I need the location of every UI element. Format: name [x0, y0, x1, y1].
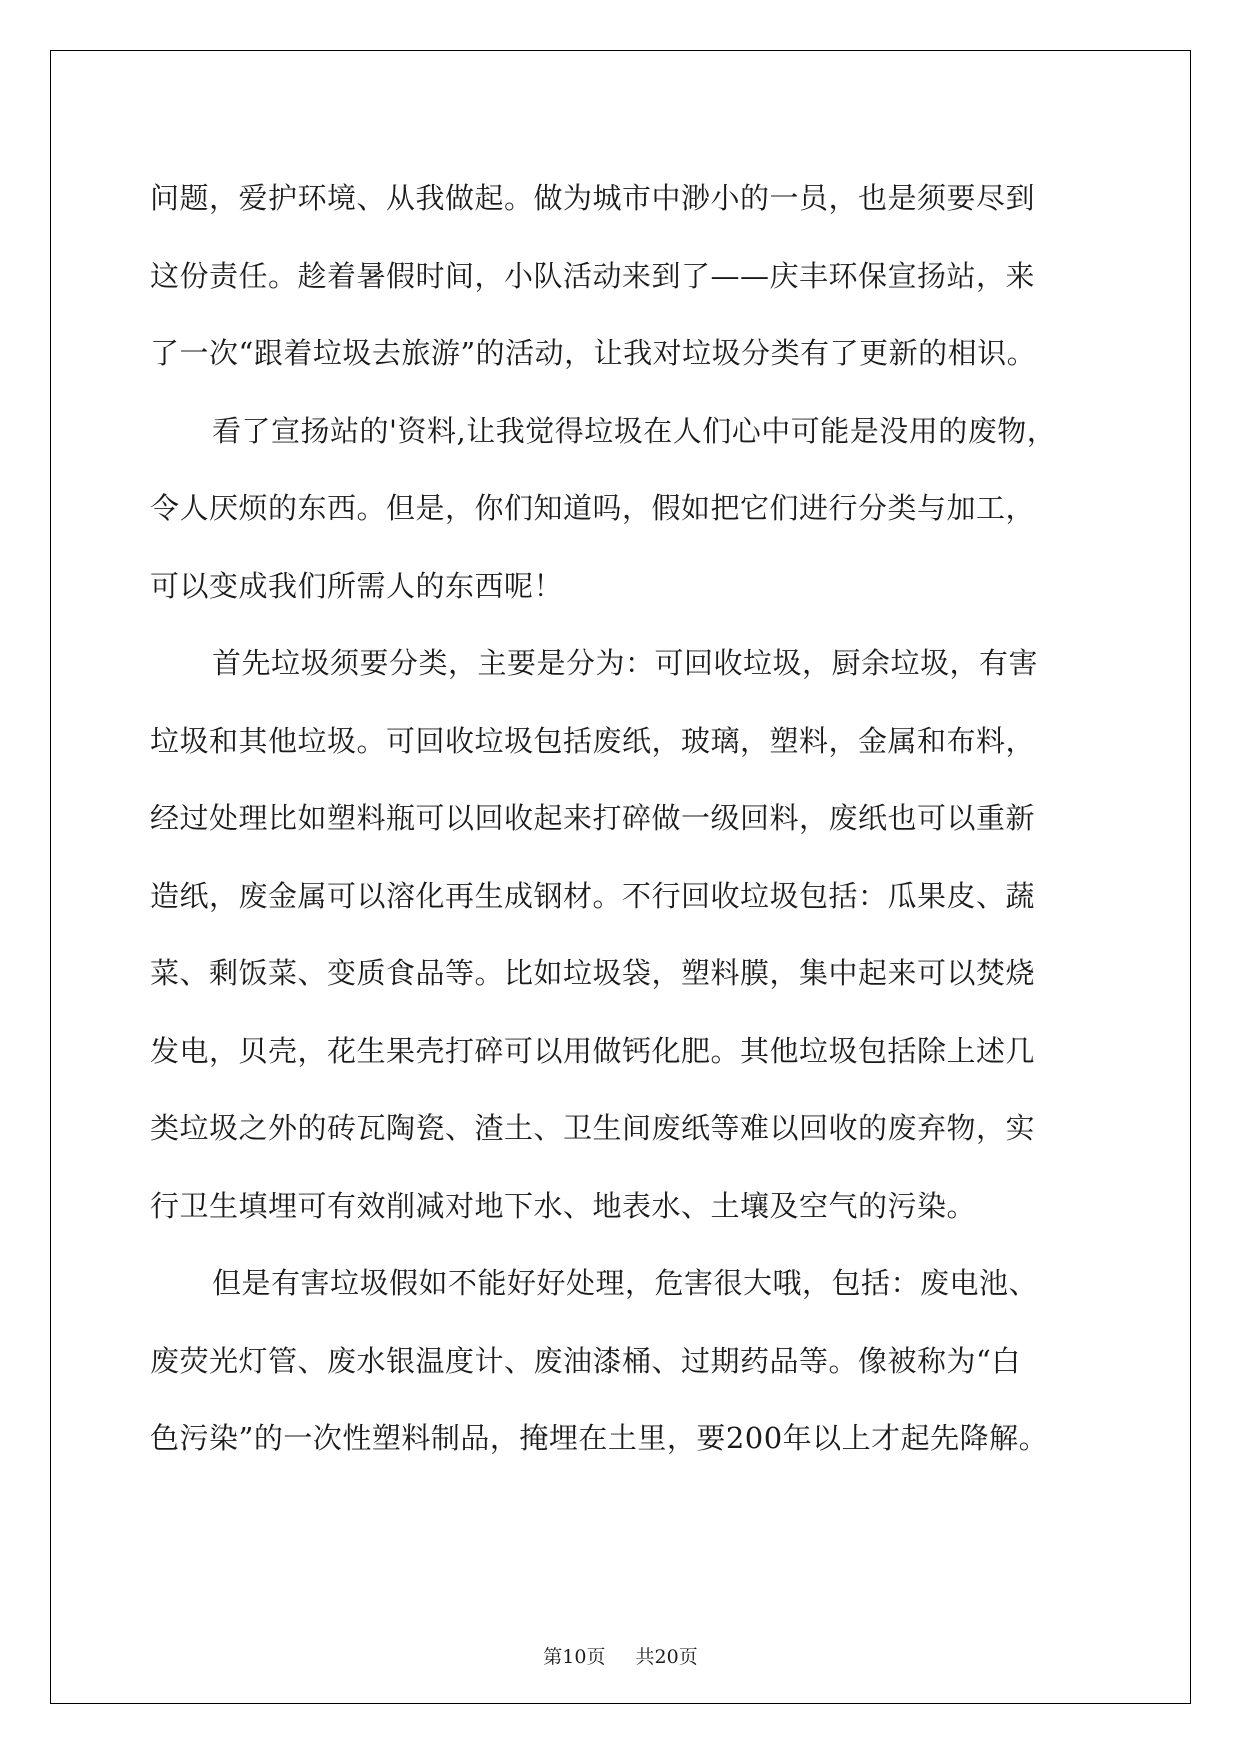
text-line: 这份责任。趁着暑假时间，小队活动来到了——庆丰环保宣扬站，来	[150, 258, 1036, 293]
paragraph-first-line: 但是有害垃圾假如不能好好处理，危害很大哦，包括：废电池、	[212, 1266, 1039, 1300]
page-total: 共20页	[635, 1646, 698, 1668]
text-line: 废荧光灯管、废水银温度计、废油漆桶、过期药品等。像被称为“白	[150, 1343, 1021, 1378]
text-line: 令人厌烦的东西。但是，你们知道吗，假如把它们进行分类与加工，	[150, 491, 1036, 525]
page-number: 第10页	[543, 1646, 606, 1668]
page-footer	[0, 1645, 1241, 1669]
text-line: 造纸，废金属可以溶化再生成钢材。不行回收垃圾包括：瓜果皮、蔬	[150, 878, 1036, 913]
text-line: 色污染”的一次性塑料制品，掩埋在土里，要200年以上才起先降解。	[150, 1421, 1049, 1455]
text-line: 经过处理比如塑料瓶可以回收起来打碎做一级回料，废纸也可以重新	[150, 801, 1036, 835]
text-line: 行卫生填埋可有效削减对地下水、地表水、土壤及空气的污染。	[150, 1188, 977, 1223]
paragraph-first-line: 首先垃圾须要分类，主要是分为：可回收垃圾，厨余垃圾，有害	[212, 646, 1039, 680]
text-line: 垃圾和其他垃圾。可回收垃圾包括废纸，玻璃，塑料，金属和布料，	[150, 723, 1036, 758]
text-line: 了一次“跟着垃圾去旅游”的活动，让我对垃圾分类有了更新的相识。	[150, 336, 1037, 370]
document-body	[150, 160, 1110, 1478]
text-line: 问题，爱护环境、从我做起。做为城市中渺小的一员，也是须要尽到	[150, 181, 1036, 215]
text-line: 可以变成我们所需人的东西呢！	[150, 568, 564, 603]
text-line: 发电，贝壳，花生果壳打碎可以用做钙化肥。其他垃圾包括除上述几	[150, 1033, 1036, 1068]
text-line: 菜、剩饭菜、变质食品等。比如垃圾袋，塑料膜，集中起来可以焚烧	[150, 956, 1036, 990]
text-line: 类垃圾之外的砖瓦陶瓷、渣土、卫生间废纸等难以回收的废弃物，实	[150, 1111, 1036, 1145]
paragraph-first-line: 看了宣扬站的'资料,让我觉得垃圾在人们心中可能是没用的废物，	[212, 413, 1057, 448]
